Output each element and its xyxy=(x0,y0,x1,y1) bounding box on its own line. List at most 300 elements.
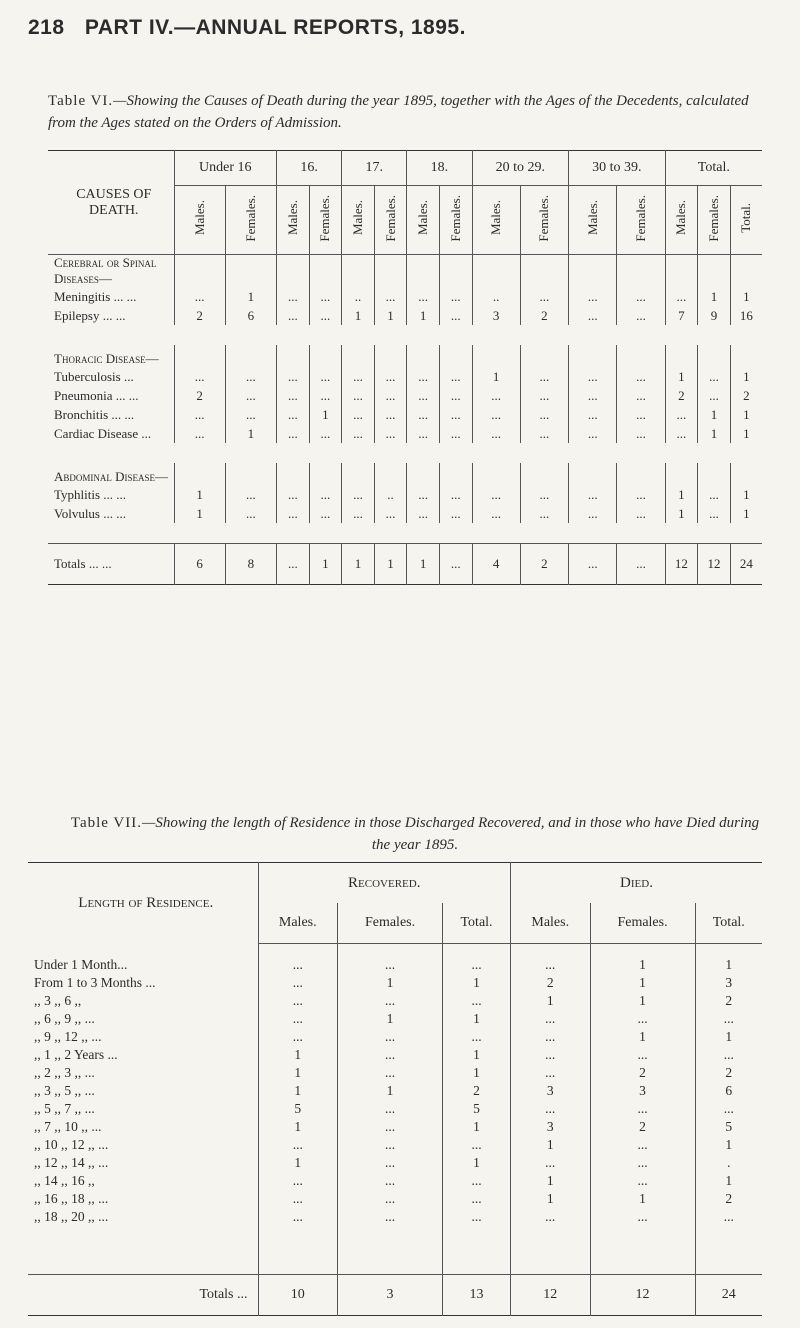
count-cell: 2 xyxy=(520,306,568,325)
count-cell: ... xyxy=(510,1046,590,1064)
count-cell: 2 xyxy=(695,992,762,1010)
empty-cell xyxy=(617,345,665,367)
sub-column-header: Total. xyxy=(695,903,762,944)
sub-column-header: Males. xyxy=(510,903,590,944)
count-cell: 6 xyxy=(225,306,276,325)
count-cell: ... xyxy=(617,306,665,325)
totals-label: Totals ... ... xyxy=(48,544,174,585)
count-cell: ... xyxy=(569,485,617,504)
table-row xyxy=(28,1064,762,1082)
count-cell: 1 xyxy=(510,1136,590,1154)
count-cell: ... xyxy=(338,1064,443,1082)
age-group-header: 30 to 39. xyxy=(569,151,666,186)
count-cell: ... xyxy=(309,386,342,405)
sex-column-label: Males. xyxy=(284,200,300,236)
count-cell: 1 xyxy=(665,367,698,386)
empty-cell xyxy=(439,463,472,485)
total-cell: 12 xyxy=(510,1274,590,1315)
count-cell: 1 xyxy=(510,992,590,1010)
empty-cell xyxy=(277,255,310,288)
count-cell: 1 xyxy=(590,1028,695,1046)
empty-cell xyxy=(590,944,695,957)
sex-column-header xyxy=(617,186,665,255)
count-cell: 1 xyxy=(443,974,511,992)
table-row xyxy=(28,1082,762,1100)
empty-cell xyxy=(695,944,762,957)
count-cell: ... xyxy=(443,1172,511,1190)
count-cell: 1 xyxy=(665,504,698,523)
page-header xyxy=(28,16,466,40)
count-cell: ... xyxy=(510,1028,590,1046)
count-cell: ... xyxy=(520,405,568,424)
table-row xyxy=(28,1100,762,1118)
count-cell: 1 xyxy=(730,504,762,523)
sex-column-label: Females. xyxy=(447,194,463,242)
count-cell: ... xyxy=(338,1154,443,1172)
count-cell: ... xyxy=(439,504,472,523)
count-cell: 1 xyxy=(730,424,762,443)
count-cell: ... xyxy=(225,485,276,504)
total-cell: 1 xyxy=(309,544,342,585)
running-title: PART IV.—ANNUAL REPORTS, 1895. xyxy=(84,16,466,39)
residence-column-header: Length of Residence. xyxy=(78,894,214,911)
count-cell: ... xyxy=(443,1190,511,1208)
empty-cell xyxy=(225,463,276,485)
count-cell: ... xyxy=(520,504,568,523)
count-cell: ... xyxy=(590,1100,695,1118)
cause-label: Meningitis ... ... xyxy=(54,288,137,304)
count-cell: ... xyxy=(698,367,731,386)
count-cell: ... xyxy=(174,424,225,443)
count-cell: ... xyxy=(258,974,338,992)
cause-label: Volvulus ... ... xyxy=(54,505,126,521)
empty-cell xyxy=(225,255,276,288)
age-group-header: Under 16 xyxy=(174,151,277,186)
count-cell: ... xyxy=(439,287,472,306)
count-cell: ... xyxy=(342,386,375,405)
table-row xyxy=(48,485,762,504)
count-cell: ... xyxy=(569,306,617,325)
count-cell: 5 xyxy=(443,1100,511,1118)
count-cell: ... xyxy=(277,405,310,424)
empty-cell xyxy=(258,1226,338,1274)
count-cell: ... xyxy=(338,956,443,974)
count-cell: 6 xyxy=(695,1082,762,1100)
count-cell: ... xyxy=(225,367,276,386)
residence-label: ,, 18 ,, 20 ,, ... xyxy=(34,1209,109,1224)
count-cell: ... xyxy=(698,386,731,405)
age-group-header: 17. xyxy=(342,151,407,186)
table-row xyxy=(28,1154,762,1172)
empty-cell xyxy=(439,255,472,288)
sex-column-label: Females. xyxy=(242,194,258,242)
count-cell: ... xyxy=(590,1208,695,1226)
count-cell: ... xyxy=(439,386,472,405)
residence-label: ,, 9 ,, 12 ,, ... xyxy=(34,1029,102,1044)
empty-cell xyxy=(338,1226,443,1274)
count-cell: ... xyxy=(342,405,375,424)
count-cell: 1 xyxy=(225,287,276,306)
count-cell: 1 xyxy=(698,287,731,306)
sex-column-label: Males. xyxy=(488,200,504,236)
count-cell: 1 xyxy=(443,1046,511,1064)
count-cell: 1 xyxy=(695,1028,762,1046)
table-row xyxy=(48,405,762,424)
sex-column-header xyxy=(374,186,407,255)
empty-cell xyxy=(338,944,443,957)
count-cell: ... xyxy=(338,1172,443,1190)
table-row xyxy=(48,367,762,386)
count-cell: 1 xyxy=(698,424,731,443)
count-cell: 1 xyxy=(730,405,762,424)
count-cell: ... xyxy=(472,424,520,443)
total-cell: 4 xyxy=(472,544,520,585)
table-row xyxy=(48,386,762,405)
count-cell: ... xyxy=(258,956,338,974)
count-cell: ... xyxy=(443,1136,511,1154)
total-cell: ... xyxy=(439,544,472,585)
count-cell: ... xyxy=(617,405,665,424)
empty-cell xyxy=(407,345,440,367)
spacer-cell xyxy=(48,325,762,345)
table6-caption-text: —Showing the Causes of Death during the year 1895, together with the Ages of the Decedents, calculated from the Ages stated on the Orders of Admission. xyxy=(48,93,749,131)
empty-cell xyxy=(277,345,310,367)
count-cell: 1 xyxy=(258,1154,338,1172)
count-cell: ... xyxy=(374,504,407,523)
empty-cell xyxy=(569,463,617,485)
count-cell: 1 xyxy=(443,1118,511,1136)
count-cell: ... xyxy=(520,424,568,443)
residence-label: ,, 14 ,, 16 ,, xyxy=(34,1173,95,1188)
table-row xyxy=(48,287,762,306)
sex-column-header xyxy=(439,186,472,255)
count-cell: ... xyxy=(338,1046,443,1064)
sub-column-header: Females. xyxy=(590,903,695,944)
count-cell: ... xyxy=(569,386,617,405)
count-cell: .. xyxy=(342,287,375,306)
count-cell: 3 xyxy=(510,1082,590,1100)
count-cell: ... xyxy=(590,1172,695,1190)
count-cell: 1 xyxy=(374,306,407,325)
count-cell: ... xyxy=(258,1172,338,1190)
count-cell: 3 xyxy=(590,1082,695,1100)
sex-column-label: Males. xyxy=(673,200,689,236)
count-cell: ... xyxy=(277,485,310,504)
table-row xyxy=(28,974,762,992)
empty-cell xyxy=(258,944,338,957)
count-cell: 2 xyxy=(695,1064,762,1082)
section-title: Cerebral or Spinal Diseases— xyxy=(54,255,157,286)
empty-cell xyxy=(443,1226,511,1274)
causes-column-header: CAUSES OF DEATH. xyxy=(48,151,174,255)
count-cell: ... xyxy=(510,1010,590,1028)
count-cell: ... xyxy=(258,1028,338,1046)
count-cell: 2 xyxy=(174,306,225,325)
count-cell: ... xyxy=(510,1208,590,1226)
cause-label: Pneumonia ... ... xyxy=(54,387,139,403)
count-cell: ... xyxy=(439,367,472,386)
empty-cell xyxy=(617,463,665,485)
count-cell: 2 xyxy=(590,1118,695,1136)
count-cell: ... xyxy=(617,424,665,443)
totals-label: Totals ... xyxy=(28,1274,258,1315)
count-cell: ... xyxy=(338,1136,443,1154)
count-cell: ... xyxy=(472,386,520,405)
count-cell: ... xyxy=(338,1118,443,1136)
count-cell: ... xyxy=(342,504,375,523)
count-cell: 2 xyxy=(590,1064,695,1082)
count-cell: ... xyxy=(590,1136,695,1154)
empty-cell xyxy=(510,1226,590,1274)
residence-label: ,, 6 ,, 9 ,, ... xyxy=(34,1011,95,1026)
section-title: Thoracic Disease— xyxy=(54,351,159,366)
empty-cell xyxy=(225,345,276,367)
count-cell: ... xyxy=(277,287,310,306)
sex-column-header xyxy=(342,186,375,255)
sub-column-header: Total. xyxy=(443,903,511,944)
sex-column-header xyxy=(174,186,225,255)
count-cell: ... xyxy=(258,1010,338,1028)
sex-column-label: Females. xyxy=(536,194,552,242)
table7-caption xyxy=(70,812,760,856)
cause-label: Typhlitis ... ... xyxy=(54,486,127,502)
sex-column-header xyxy=(472,186,520,255)
empty-cell xyxy=(374,255,407,288)
count-cell: ... xyxy=(407,287,440,306)
count-cell: ... xyxy=(338,992,443,1010)
count-cell: ... xyxy=(569,504,617,523)
empty-cell xyxy=(665,255,698,288)
residence-label: ,, 3 ,, 6 ,, xyxy=(34,993,82,1008)
age-group-header: 20 to 29. xyxy=(472,151,569,186)
count-cell: ... xyxy=(695,1010,762,1028)
cause-label: Epilepsy ... ... xyxy=(54,307,126,323)
empty-cell xyxy=(407,463,440,485)
count-cell: 1 xyxy=(258,1118,338,1136)
count-cell: ... xyxy=(590,1010,695,1028)
table-row xyxy=(28,1010,762,1028)
section-title: Abdominal Disease— xyxy=(54,469,169,484)
empty-cell xyxy=(174,463,225,485)
table-row xyxy=(28,1118,762,1136)
count-cell: ... xyxy=(407,405,440,424)
total-cell: 13 xyxy=(443,1274,511,1315)
count-cell: 1 xyxy=(258,1064,338,1082)
count-cell: ... xyxy=(520,367,568,386)
count-cell: 2 xyxy=(443,1082,511,1100)
count-cell: 1 xyxy=(510,1190,590,1208)
count-cell: 1 xyxy=(695,1136,762,1154)
count-cell: ... xyxy=(698,485,731,504)
count-cell: 1 xyxy=(174,485,225,504)
spacer-cell xyxy=(28,1226,258,1274)
sex-column-header xyxy=(225,186,276,255)
count-cell: ... xyxy=(338,1100,443,1118)
count-cell: ... xyxy=(309,504,342,523)
count-cell: ... xyxy=(443,992,511,1010)
empty-cell xyxy=(730,345,762,367)
count-cell: ... xyxy=(695,1046,762,1064)
count-cell: 1 xyxy=(698,405,731,424)
count-cell: 1 xyxy=(338,974,443,992)
cause-label: Tuberculosis ... xyxy=(54,368,134,384)
empty-cell xyxy=(472,345,520,367)
sex-column-label: Females. xyxy=(705,194,721,242)
sex-column-label: Males. xyxy=(584,200,600,236)
count-cell: 5 xyxy=(695,1118,762,1136)
count-cell: ... xyxy=(617,504,665,523)
table-row xyxy=(28,1028,762,1046)
empty-cell xyxy=(374,345,407,367)
table-row xyxy=(28,956,762,974)
residence-label: ,, 5 ,, 7 ,, ... xyxy=(34,1101,95,1116)
empty-cell xyxy=(730,463,762,485)
residence-label: ,, 16 ,, 18 ,, ... xyxy=(34,1191,109,1206)
residence-label: ,, 10 ,, 12 ,, ... xyxy=(34,1137,109,1152)
count-cell: ... xyxy=(338,1190,443,1208)
recovered-group-header: Recovered. xyxy=(258,863,510,904)
total-cell: 6 xyxy=(174,544,225,585)
empty-cell xyxy=(569,255,617,288)
residence-label: From 1 to 3 Months ... xyxy=(34,975,156,990)
count-cell: 1 xyxy=(443,1154,511,1172)
residence-label: ,, 3 ,, 5 ,, ... xyxy=(34,1083,95,1098)
total-cell: ... xyxy=(617,544,665,585)
total-cell: ... xyxy=(569,544,617,585)
count-cell: 1 xyxy=(443,1064,511,1082)
empty-cell xyxy=(443,944,511,957)
count-cell: ... xyxy=(374,386,407,405)
sex-column-header xyxy=(309,186,342,255)
count-cell: ... xyxy=(338,1208,443,1226)
count-cell: ... xyxy=(277,424,310,443)
sex-column-label: Males. xyxy=(415,200,431,236)
table-row xyxy=(28,1136,762,1154)
count-cell: ... xyxy=(225,504,276,523)
count-cell: 1 xyxy=(510,1172,590,1190)
residence-label: ,, 1 ,, 2 Years ... xyxy=(34,1047,118,1062)
count-cell: ... xyxy=(698,504,731,523)
count-cell: ... xyxy=(665,424,698,443)
count-cell: 3 xyxy=(510,1118,590,1136)
count-cell: ... xyxy=(590,1046,695,1064)
count-cell: ... xyxy=(510,1064,590,1082)
count-cell: ... xyxy=(617,485,665,504)
total-cell: 2 xyxy=(520,544,568,585)
count-cell: ... xyxy=(695,1100,762,1118)
count-cell: 1 xyxy=(407,306,440,325)
count-cell: 5 xyxy=(258,1100,338,1118)
count-cell: ... xyxy=(695,1208,762,1226)
count-cell: 1 xyxy=(258,1082,338,1100)
sex-column-header xyxy=(665,186,698,255)
empty-cell xyxy=(342,255,375,288)
sex-column-label: Total. xyxy=(738,203,754,233)
count-cell: ... xyxy=(309,424,342,443)
count-cell: ... xyxy=(374,424,407,443)
count-cell: ... xyxy=(520,287,568,306)
total-cell: 1 xyxy=(342,544,375,585)
count-cell: ... xyxy=(374,287,407,306)
count-cell: ... xyxy=(277,306,310,325)
sex-column-header xyxy=(569,186,617,255)
totals-row xyxy=(28,1274,762,1315)
age-group-header: 18. xyxy=(407,151,472,186)
count-cell: .. xyxy=(472,287,520,306)
count-cell: 1 xyxy=(338,1010,443,1028)
age-group-header: Total. xyxy=(665,151,762,186)
count-cell: ... xyxy=(510,1154,590,1172)
count-cell: ... xyxy=(439,424,472,443)
count-cell: 2 xyxy=(730,386,762,405)
total-cell: 1 xyxy=(374,544,407,585)
total-cell: 24 xyxy=(730,544,762,585)
sex-column-label: Females. xyxy=(382,194,398,242)
count-cell: 1 xyxy=(174,504,225,523)
count-cell: ... xyxy=(277,386,310,405)
count-cell: ... xyxy=(258,1190,338,1208)
count-cell: 1 xyxy=(309,405,342,424)
empty-cell xyxy=(174,255,225,288)
empty-cell xyxy=(174,345,225,367)
count-cell: ... xyxy=(665,287,698,306)
count-cell: 1 xyxy=(342,306,375,325)
table-row xyxy=(48,504,762,523)
empty-cell xyxy=(374,463,407,485)
count-cell: ... xyxy=(342,367,375,386)
empty-cell xyxy=(309,255,342,288)
sex-column-header xyxy=(277,186,310,255)
empty-cell xyxy=(698,255,731,288)
count-cell: ... xyxy=(225,386,276,405)
total-cell: 12 xyxy=(665,544,698,585)
count-cell: ... xyxy=(472,504,520,523)
count-cell: 1 xyxy=(730,287,762,306)
age-group-header: 16. xyxy=(277,151,342,186)
empty-cell xyxy=(342,345,375,367)
table-row xyxy=(28,1208,762,1226)
total-cell: 12 xyxy=(698,544,731,585)
count-cell: 1 xyxy=(730,367,762,386)
empty-cell xyxy=(665,345,698,367)
died-group-header: Died. xyxy=(510,863,762,904)
count-cell: 1 xyxy=(590,956,695,974)
spacer-cell xyxy=(28,944,258,957)
count-cell: ... xyxy=(665,405,698,424)
total-cell: 10 xyxy=(258,1274,338,1315)
count-cell: ... xyxy=(174,287,225,306)
empty-cell xyxy=(510,944,590,957)
count-cell: ... xyxy=(374,367,407,386)
count-cell: ... xyxy=(258,992,338,1010)
count-cell: . xyxy=(695,1154,762,1172)
count-cell: 1 xyxy=(590,992,695,1010)
table7-label: Table VII. xyxy=(70,815,143,831)
empty-cell xyxy=(590,1226,695,1274)
empty-cell xyxy=(309,463,342,485)
count-cell: ... xyxy=(309,287,342,306)
count-cell: ... xyxy=(407,504,440,523)
count-cell: ... xyxy=(258,1136,338,1154)
table-row xyxy=(48,424,762,443)
residence-length-table xyxy=(28,862,762,1316)
count-cell: 1 xyxy=(730,485,762,504)
count-cell: ... xyxy=(374,405,407,424)
empty-cell xyxy=(520,345,568,367)
count-cell: ... xyxy=(174,367,225,386)
total-cell: 1 xyxy=(407,544,440,585)
table6-caption xyxy=(48,90,768,134)
